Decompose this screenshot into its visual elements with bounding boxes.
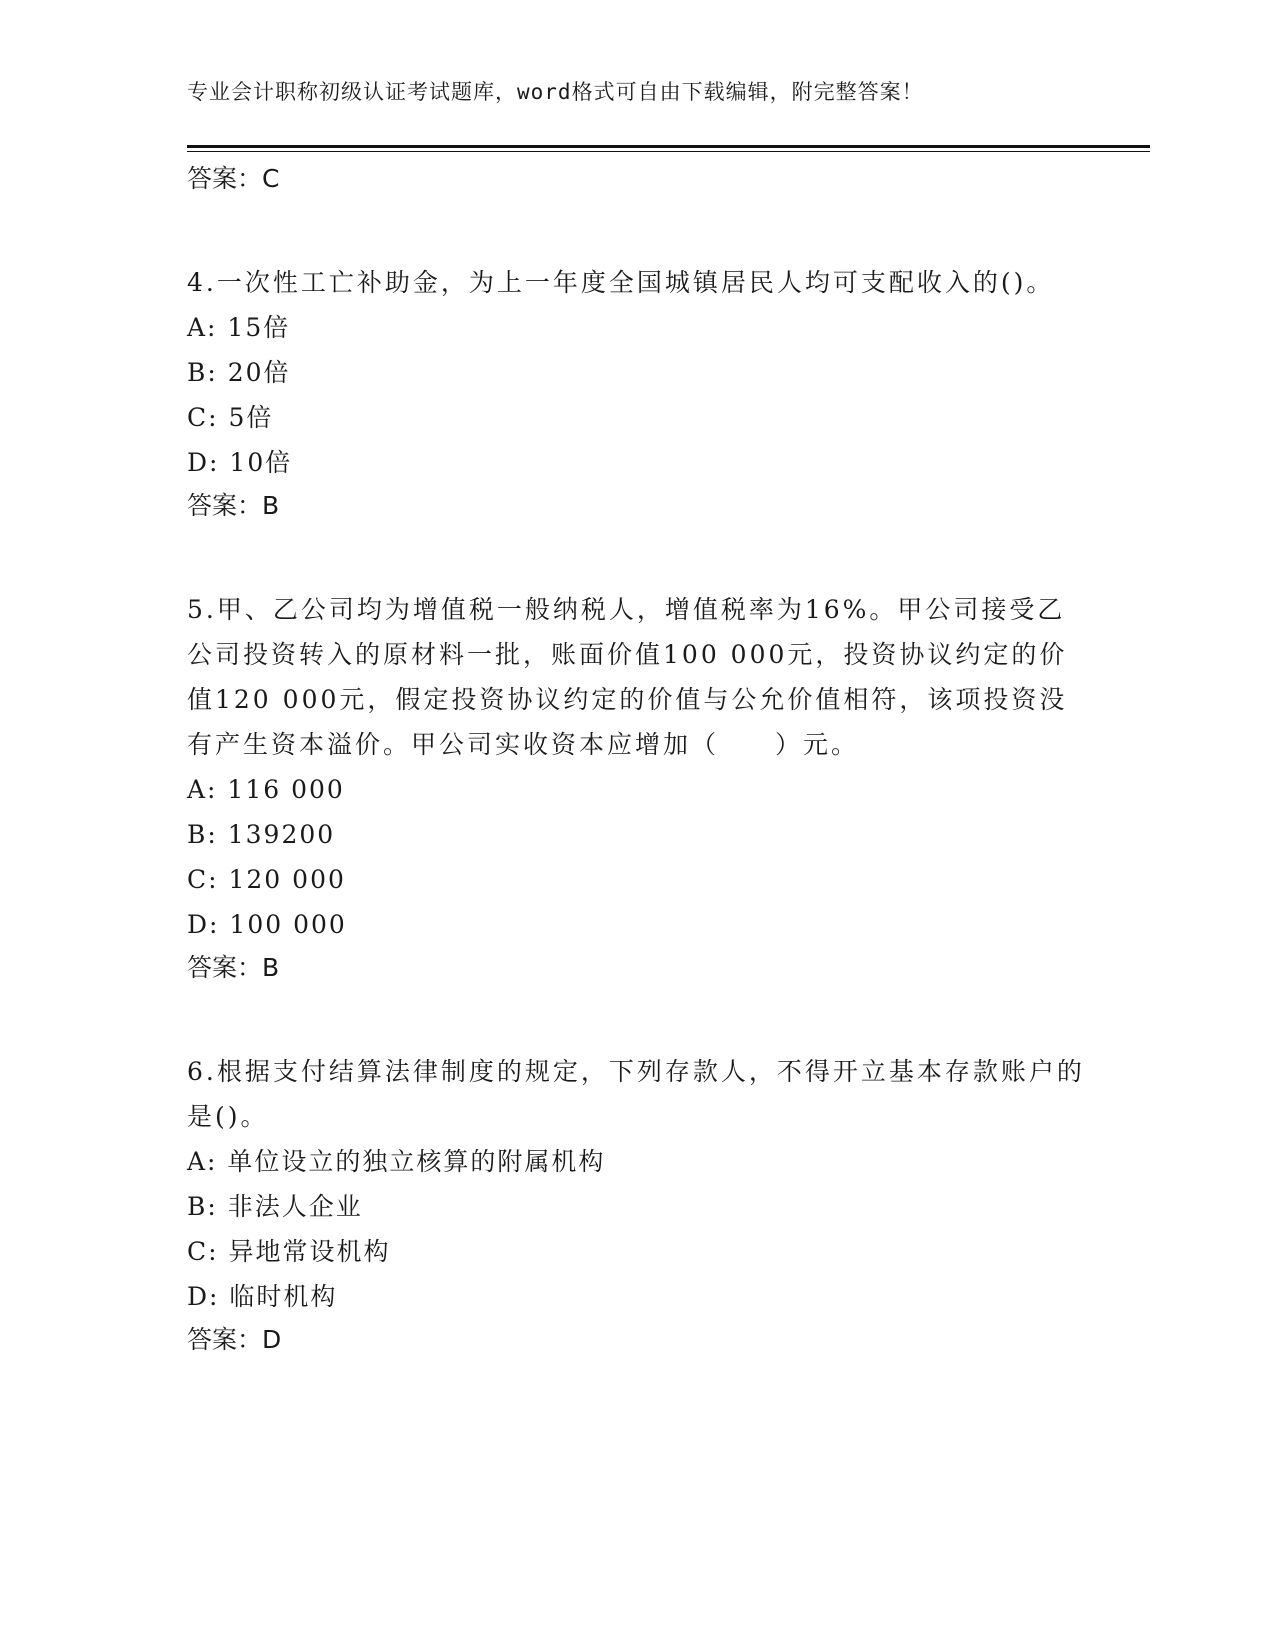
option-c: C: 120 000 bbox=[187, 865, 346, 894]
option-c: C: 异地常设机构 bbox=[187, 1237, 391, 1266]
question-6 bbox=[187, 1049, 1087, 1361]
question-stem: 4.一次性工亡补助金，为上一年度全国城镇居民人均可支配收入的()。 bbox=[187, 268, 1055, 297]
header-rule-thin bbox=[187, 151, 1150, 152]
document-body bbox=[187, 158, 1087, 1361]
option-b: B: 非法人企业 bbox=[187, 1192, 363, 1221]
page-header: 专业会计职称初级认证考试题库，word格式可自由下载编辑，附完整答案！ bbox=[187, 80, 924, 104]
question-4 bbox=[187, 260, 1087, 527]
question-stem: 5.甲、乙公司均为增值税一般纳税人，增值税率为16%。甲公司接受乙公司投资转入的原材料一批，账面价值100 000元，投资协议约定的价值120 000元，假定投资协议约定的价值与公允价值相符，该项投资没有产生资本溢价。甲公司实收资本应增加（ ）元。 bbox=[187, 595, 1068, 759]
answer-line: 答案：B bbox=[187, 491, 280, 520]
option-a: A: 15倍 bbox=[187, 313, 291, 342]
option-c: C: 5倍 bbox=[187, 403, 274, 432]
option-b: B: 139200 bbox=[187, 820, 336, 849]
answer-line: 答案：B bbox=[187, 953, 280, 982]
option-d: D: 100 000 bbox=[187, 910, 347, 939]
option-d: D: 10倍 bbox=[187, 448, 293, 477]
option-a: A: 单位设立的独立核算的附属机构 bbox=[187, 1147, 606, 1176]
answer-line: 答案：C bbox=[187, 164, 280, 193]
answer-line: 答案：D bbox=[187, 1325, 282, 1354]
question-stem: 6.根据支付结算法律制度的规定，下列存款人，不得开立基本存款账户的是()。 bbox=[187, 1057, 1085, 1131]
option-a: A: 116 000 bbox=[187, 775, 345, 804]
question-5 bbox=[187, 587, 1087, 989]
header-rule-thick bbox=[187, 145, 1150, 148]
option-b: B: 20倍 bbox=[187, 358, 291, 387]
option-d: D: 临时机构 bbox=[187, 1282, 338, 1311]
